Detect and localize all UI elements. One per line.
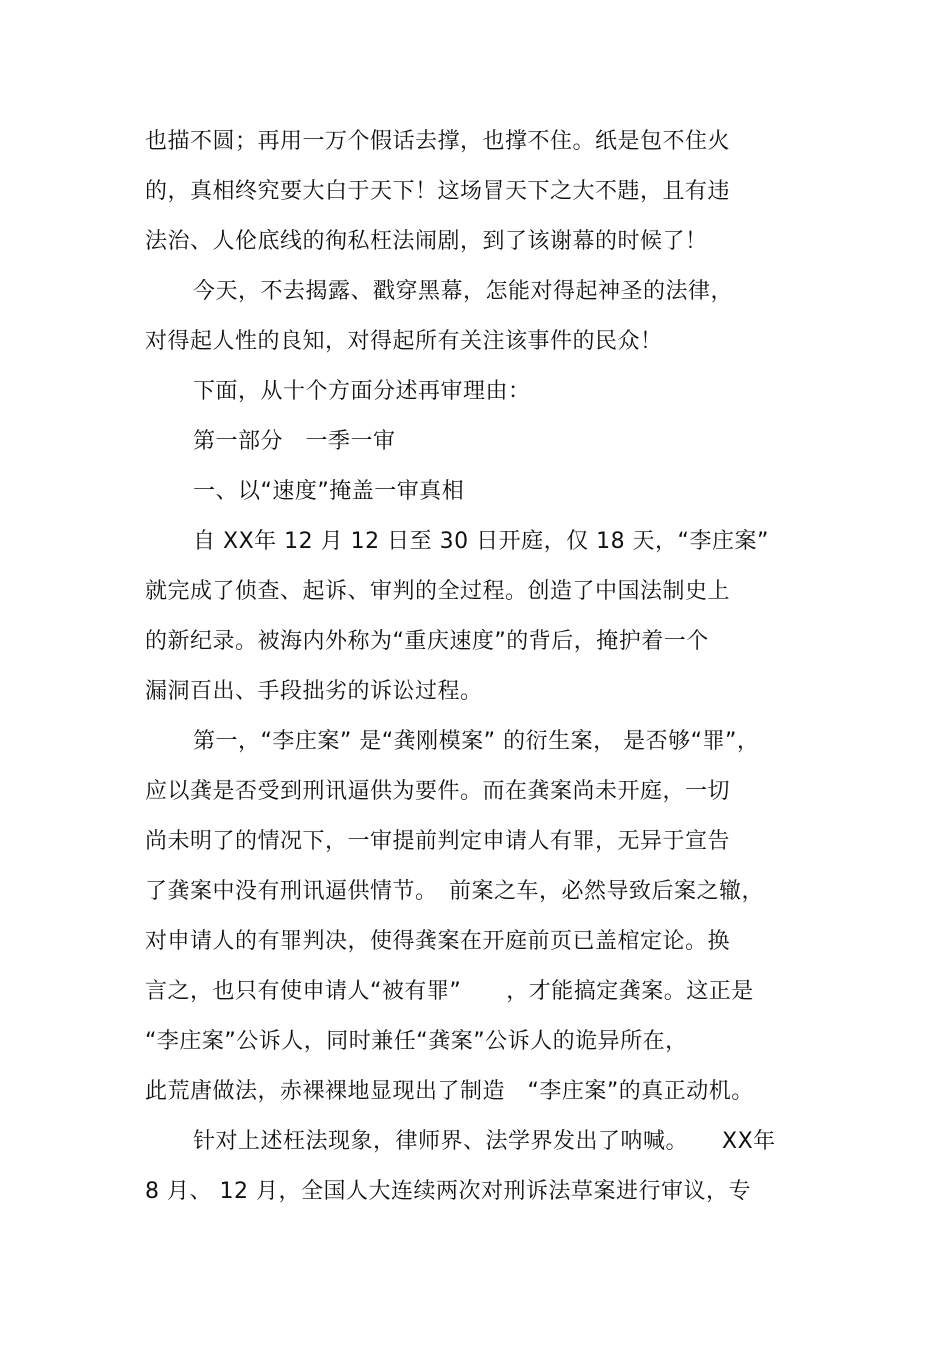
paragraph-start-line: 针对上述枉法现象，律师界、法学界发出了呐喊。 XX年 xyxy=(193,1129,776,1154)
text-line: 尚未明了的情况下，一审提前判定申请人有罪，无异于宣告 xyxy=(145,829,731,854)
text-line: 此荒唐做法，赤裸裸地显现出了制造 “李庄案”的真正动机。 xyxy=(145,1079,754,1104)
paragraph-start-line: 今天，不去揭露、戳穿黑幕，怎能对得起神圣的法律， xyxy=(193,279,734,304)
subsection-heading: 一、以“速度”掩盖一审真相 xyxy=(193,479,465,504)
text-line: 就完成了侦查、起诉、审判的全过程。创造了中国法制史上 xyxy=(145,579,731,604)
text-line: 了龚案中没有刑讯逼供情节。 前案之车，必然导致后案之辙， xyxy=(145,879,765,904)
paragraph-start-line: 下面，从十个方面分述再审理由： xyxy=(193,379,531,404)
paragraph-start-line: 第一，“李庄案” 是“龚刚模案” 的衍生案， 是否够“罪”， xyxy=(193,729,760,754)
text-line: 对申请人的有罪判决，使得龚案在开庭前页已盖棺定论。换 xyxy=(145,929,731,954)
text-line: 的，真相终究要大白于天下！这场冒天下之大不韪，且有违 xyxy=(145,179,731,204)
paragraph-start-line: 自 XX年 12 月 12 日至 30 日开庭，仅 18 天，“李庄案” xyxy=(193,529,769,554)
text-line: 8 月、 12 月，全国人大连续两次对刑诉法草案进行审议，专 xyxy=(145,1179,751,1204)
text-line: 对得起人性的良知，对得起所有关注该事件的民众！ xyxy=(145,329,663,354)
text-line: 法治、人伦底线的徇私枉法闹剧，到了该谢幕的时候了！ xyxy=(145,229,708,254)
text-line: 应以龚是否受到刑讯逼供为要件。而在龚案尚未开庭，一切 xyxy=(145,779,731,804)
text-line: 也描不圆；再用一万个假话去撑，也撑不住。纸是包不住火 xyxy=(145,129,731,154)
text-line: 的新纪录。被海内外称为“重庆速度”的背后，掩护着一个 xyxy=(145,629,709,654)
text-line: “李庄案”公诉人，同时兼任“龚案”公诉人的诡异所在， xyxy=(145,1029,688,1054)
text-line: 言之，也只有使申请人“被有罪” ，才能搞定龚案。这正是 xyxy=(145,979,754,1004)
text-line: 漏洞百出、手段拙劣的诉讼过程。 xyxy=(145,679,483,704)
section-heading: 第一部分 一季一审 xyxy=(193,429,396,454)
